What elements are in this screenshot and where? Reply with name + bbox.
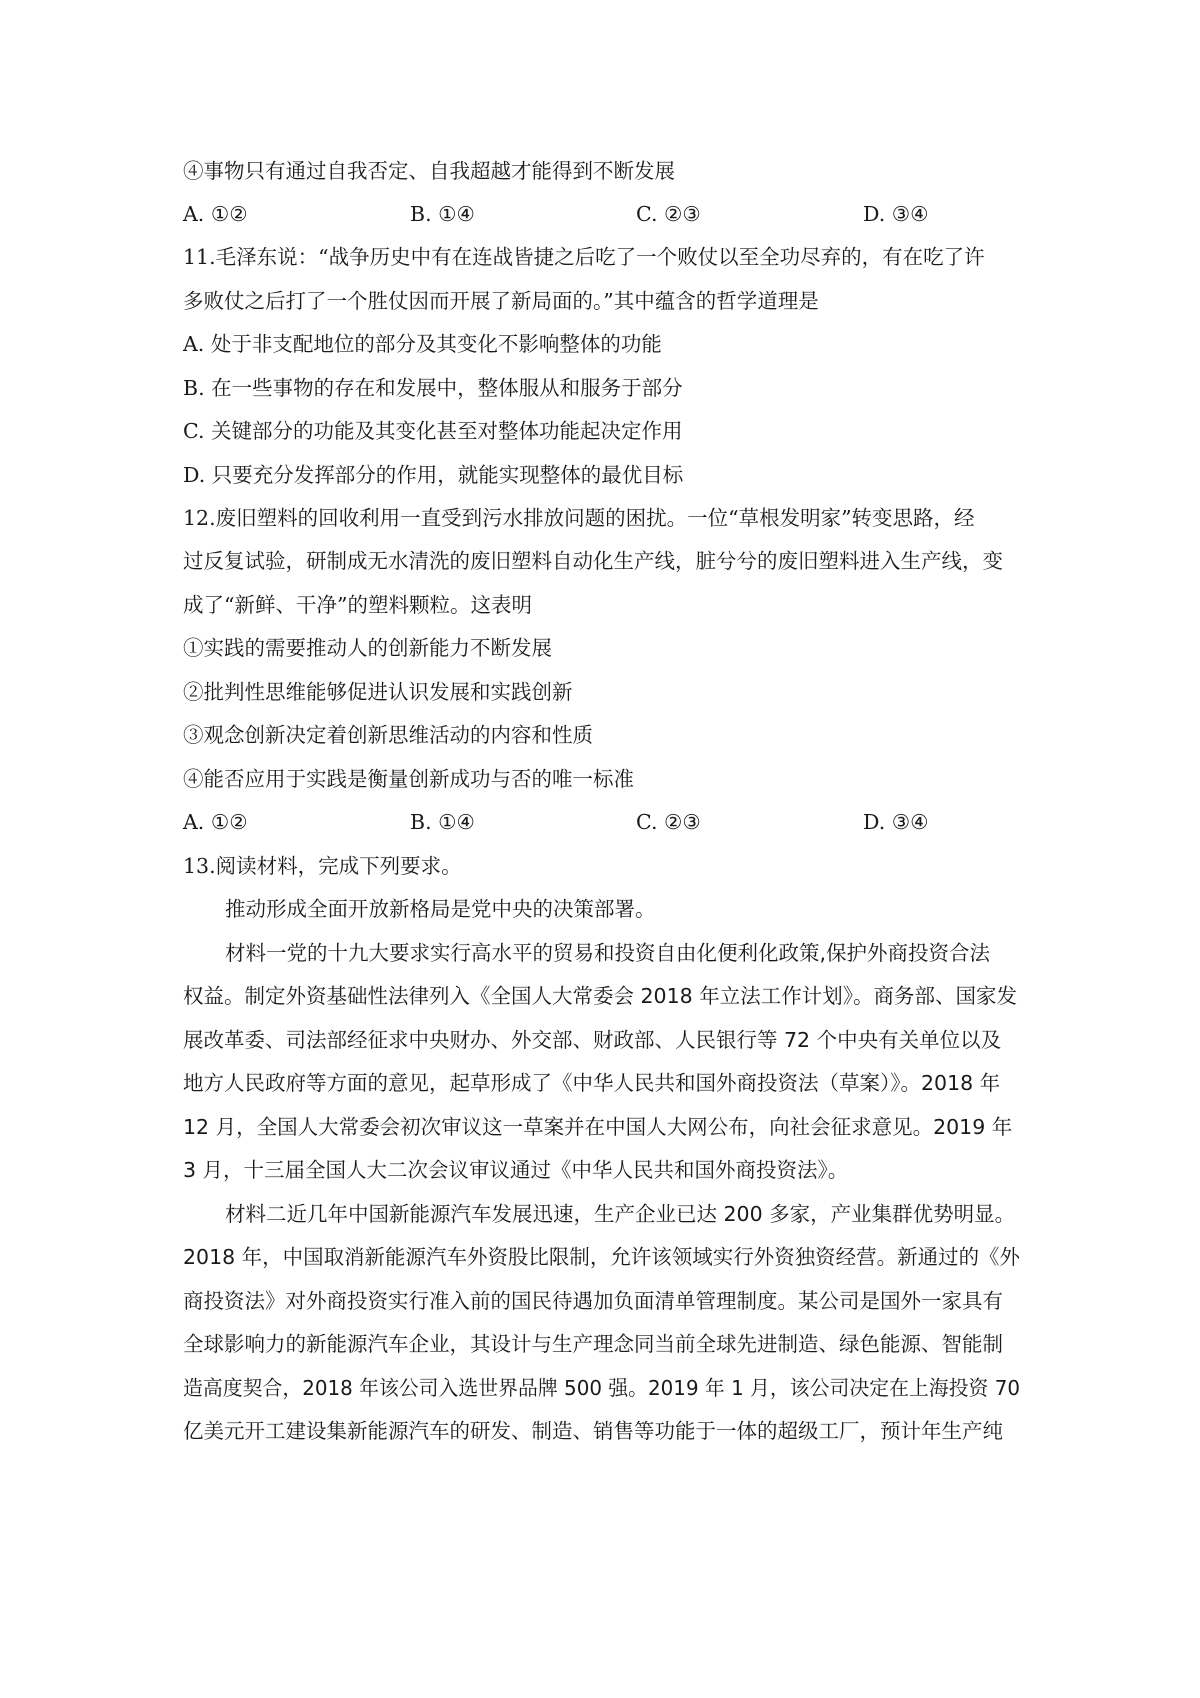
q10-statement-4: ④事物只有通过自我否定、自我超越才能得到不断发展 [183,159,675,183]
q12-statement-3: ③观念创新决定着创新思维活动的内容和性质 [183,723,593,747]
q13-stem: 13.阅读材料，完成下列要求。 [183,854,462,878]
q12-statement-4: ④能否应用于实践是衡量创新成功与否的唯一标准 [183,767,634,791]
q13-material2-line-3: 商投资法》对外商投资实行准入前的国民待遇加负面清单管理制度。某公司是国外一家具有 [183,1289,1003,1313]
q13-material2-line-5: 造高度契合，2018 年该公司入选世界品牌 500 强。2019 年 1 月，该公司决定在上海投资 70 [183,1376,1021,1400]
q13-material1-line-6: 3 月，十三届全国人大二次会议审议通过《中华人民共和国外商投资法》。 [183,1158,849,1182]
q13-material1-line-1: 材料一党的十九大要求实行高水平的贸易和投资自由化便利化政策,保护外商投资合法 [225,941,991,965]
q11-option-a: A. 处于非支配地位的部分及其变化不影响整体的功能 [183,332,662,356]
q13-material1-line-5: 12 月，全国人大常委会初次审议这一草案并在中国人大网公布，向社会征求意见。2019 年 [183,1115,1013,1139]
q12-stem-line-1: 12.废旧塑料的回收利用一直受到污水排放问题的困扰。一位“草根发明家”转变思路，经 [183,506,975,530]
q12-option-a: A. ①② [183,810,248,834]
q10-option-b: B. ①④ [410,202,475,226]
q10-option-a: A. ①② [183,202,248,226]
q12-option-c: C. ②③ [636,810,701,834]
q13-material1-line-3: 展改革委、司法部经征求中央财办、外交部、财政部、人民银行等 72 个中央有关单位以及 [183,1028,1002,1052]
q13-material1-line-4: 地方人民政府等方面的意见，起草形成了《中华人民共和国外商投资法（草案）》。2018 年 [183,1071,1001,1095]
q13-material2-line-4: 全球影响力的新能源汽车企业，其设计与生产理念同当前全球先进制造、绿色能源、智能制 [183,1332,1003,1356]
q10-option-d: D. ③④ [863,202,929,226]
q12-stem-line-2: 过反复试验，研制成无水清洗的废旧塑料自动化生产线，脏兮兮的废旧塑料进入生产线，变 [183,549,1003,573]
q11-option-b: B. 在一些事物的存在和发展中，整体服从和服务于部分 [183,376,683,400]
q11-option-c: C. 关键部分的功能及其变化甚至对整体功能起决定作用 [183,419,683,443]
q13-intro: 推动形成全面开放新格局是党中央的决策部署。 [225,897,656,921]
q13-material2-line-1: 材料二近几年中国新能源汽车发展迅速，生产企业已达 200 多家，产业集群优势明显。 [225,1202,1016,1226]
q12-option-b: B. ①④ [410,810,475,834]
q13-material2-line-6: 亿美元开工建设集新能源汽车的研发、制造、销售等功能于一体的超级工厂，预计年生产纯 [183,1419,1003,1443]
q12-stem-line-3: 成了“新鲜、干净”的塑料颗粒。这表明 [183,593,532,617]
q11-option-d: D. 只要充分发挥部分的作用，就能实现整体的最优目标 [183,463,684,487]
q10-option-c: C. ②③ [636,202,701,226]
q12-option-d: D. ③④ [863,810,929,834]
q12-statement-1: ①实践的需要推动人的创新能力不断发展 [183,636,552,660]
q13-material1-line-2: 权益。制定外资基础性法律列入《全国人大常委会 2018 年立法工作计划》。商务部、国家发 [183,984,1017,1008]
q13-material2-line-2: 2018 年，中国取消新能源汽车外资股比限制，允许该领域实行外资独资经营。新通过的《外 [183,1245,1021,1269]
q11-stem-line-1: 11.毛泽东说：“战争历史中有在连战皆捷之后吃了一个败仗以至全功尽弃的，有在吃了许 [183,245,985,269]
q11-stem-line-2: 多败仗之后打了一个胜仗因而开展了新局面的。”其中蕴含的哲学道理是 [183,289,819,313]
q12-statement-2: ②批判性思维能够促进认识发展和实践创新 [183,680,573,704]
